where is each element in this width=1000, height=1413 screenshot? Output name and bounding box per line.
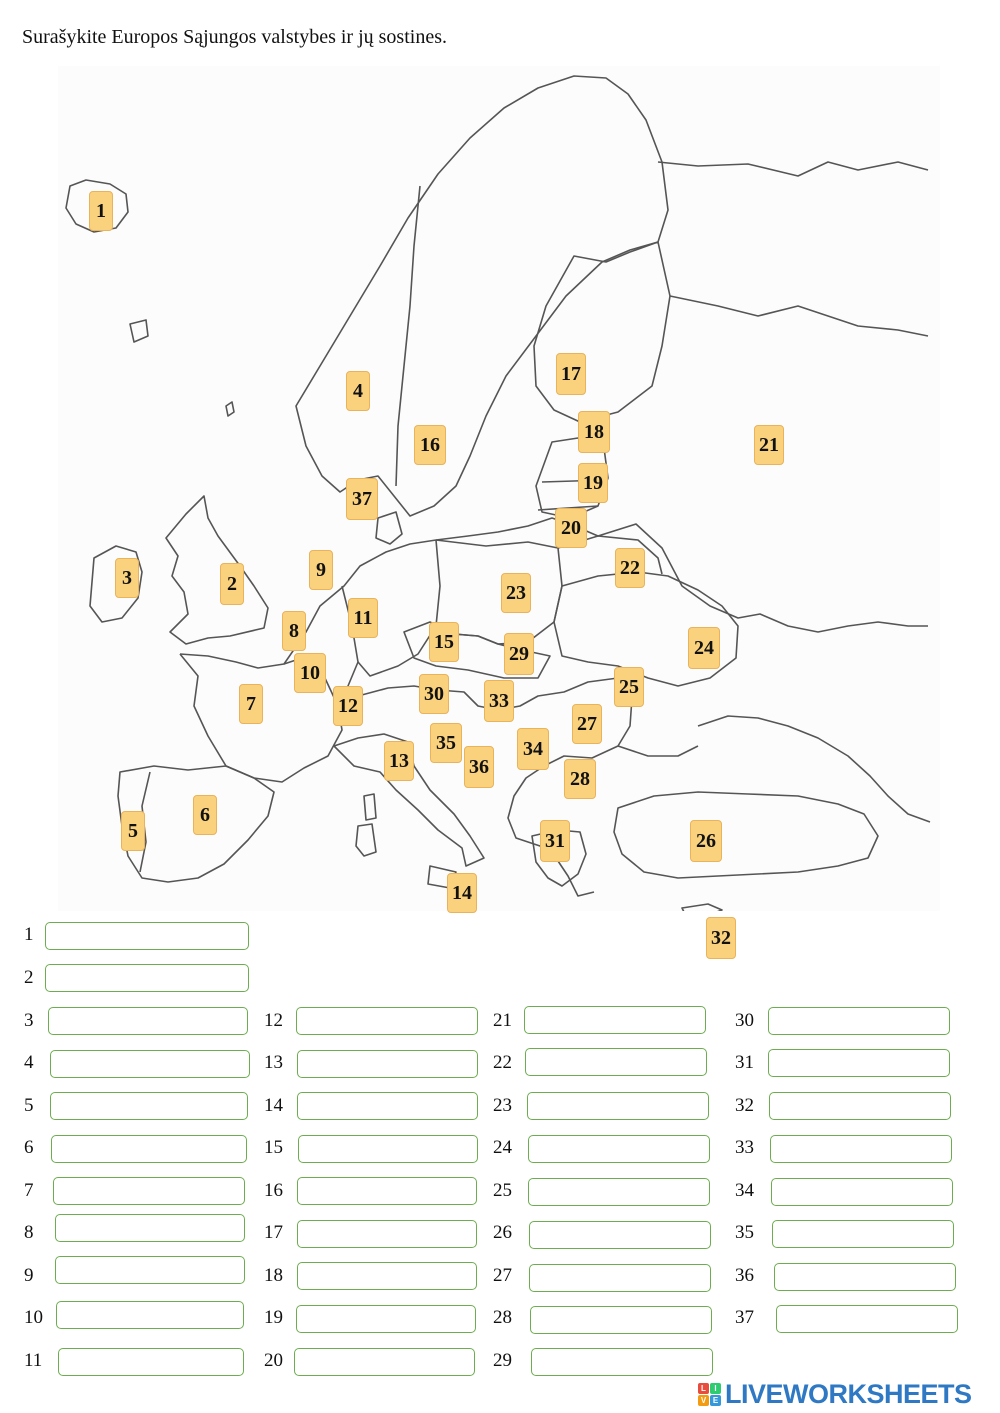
answer-field-28[interactable] — [530, 1306, 712, 1334]
answer-field-26[interactable] — [529, 1221, 711, 1249]
answer-field-21[interactable] — [524, 1006, 706, 1034]
row-number-19: 19 — [264, 1307, 283, 1328]
row-number-20: 20 — [264, 1350, 283, 1371]
row-number-7: 7 — [24, 1180, 34, 1201]
map-marker-27: 27 — [572, 704, 602, 744]
answer-field-25[interactable] — [528, 1178, 710, 1206]
map-marker-21: 21 — [754, 425, 784, 465]
map-marker-19: 19 — [578, 463, 608, 503]
answer-field-22[interactable] — [525, 1048, 707, 1076]
map-marker-28: 28 — [564, 759, 596, 799]
row-number-35: 35 — [735, 1222, 754, 1243]
map-marker-34: 34 — [517, 728, 549, 770]
answer-field-11[interactable] — [58, 1348, 244, 1376]
answer-field-4[interactable] — [50, 1050, 250, 1078]
row-number-24: 24 — [493, 1137, 512, 1158]
map-marker-20: 20 — [555, 508, 587, 548]
map-marker-2: 2 — [220, 563, 244, 605]
map-marker-15: 15 — [429, 622, 459, 662]
map-marker-9: 9 — [309, 550, 333, 590]
answer-field-13[interactable] — [297, 1050, 478, 1078]
map-marker-33: 33 — [484, 680, 514, 722]
row-number-18: 18 — [264, 1265, 283, 1286]
answer-field-3[interactable] — [48, 1007, 248, 1035]
row-number-33: 33 — [735, 1137, 754, 1158]
row-number-32: 32 — [735, 1095, 754, 1116]
map-marker-36: 36 — [464, 746, 494, 788]
map-marker-29: 29 — [504, 633, 534, 675]
row-number-2: 2 — [24, 967, 34, 988]
row-number-3: 3 — [24, 1010, 34, 1031]
map-marker-12: 12 — [333, 686, 363, 726]
map-marker-1: 1 — [89, 191, 113, 231]
row-number-31: 31 — [735, 1052, 754, 1073]
row-number-17: 17 — [264, 1222, 283, 1243]
answer-field-27[interactable] — [529, 1264, 711, 1292]
row-number-27: 27 — [493, 1265, 512, 1286]
answer-field-23[interactable] — [527, 1092, 709, 1120]
answer-field-30[interactable] — [768, 1007, 950, 1035]
row-number-37: 37 — [735, 1307, 754, 1328]
answer-field-14[interactable] — [297, 1092, 478, 1120]
answer-field-2[interactable] — [45, 964, 249, 992]
row-number-25: 25 — [493, 1180, 512, 1201]
map-marker-6: 6 — [193, 795, 217, 835]
row-number-22: 22 — [493, 1052, 512, 1073]
map-marker-13: 13 — [384, 741, 414, 781]
europe-map — [58, 66, 940, 911]
row-number-8: 8 — [24, 1222, 34, 1243]
answer-field-17[interactable] — [297, 1220, 477, 1248]
liveworksheets-logo — [698, 1377, 972, 1411]
answer-field-18[interactable] — [297, 1262, 477, 1290]
instruction-text: Surašykite Europos Sąjungos valstybes ir jų sostines. — [22, 26, 447, 48]
logo-letter-v: V — [698, 1395, 709, 1406]
row-number-11: 11 — [24, 1350, 43, 1371]
row-number-26: 26 — [493, 1222, 512, 1243]
europe-outline-svg — [58, 66, 940, 911]
row-number-34: 34 — [735, 1180, 754, 1201]
row-number-36: 36 — [735, 1265, 754, 1286]
answer-field-6[interactable] — [51, 1135, 247, 1163]
answer-field-1[interactable] — [45, 922, 249, 950]
answer-field-20[interactable] — [294, 1348, 475, 1376]
map-marker-22: 22 — [615, 548, 645, 588]
logo-letter-i: I — [710, 1383, 721, 1394]
map-marker-23: 23 — [501, 573, 531, 613]
answer-field-7[interactable] — [53, 1177, 245, 1205]
answer-field-8[interactable] — [55, 1214, 245, 1242]
answer-field-33[interactable] — [770, 1135, 952, 1163]
liveworksheets-logo-text: LIVEWORKSHEETS — [725, 1378, 972, 1409]
answer-field-36[interactable] — [774, 1263, 956, 1291]
row-number-13: 13 — [264, 1052, 283, 1073]
liveworksheets-logo-icon — [698, 1383, 721, 1406]
answer-field-19[interactable] — [296, 1305, 476, 1333]
map-marker-26: 26 — [690, 820, 722, 862]
map-marker-10: 10 — [294, 653, 326, 693]
row-number-29: 29 — [493, 1350, 512, 1371]
answer-field-5[interactable] — [50, 1092, 248, 1120]
map-marker-16: 16 — [414, 425, 446, 465]
row-number-15: 15 — [264, 1137, 283, 1158]
row-number-4: 4 — [24, 1052, 34, 1073]
row-number-14: 14 — [264, 1095, 283, 1116]
answer-field-37[interactable] — [776, 1305, 958, 1333]
logo-letter-e: E — [710, 1395, 721, 1406]
row-number-21: 21 — [493, 1010, 512, 1031]
answer-field-10[interactable] — [56, 1301, 244, 1329]
map-marker-8: 8 — [282, 611, 306, 651]
answer-field-9[interactable] — [55, 1256, 245, 1284]
map-marker-3: 3 — [115, 558, 139, 598]
answer-field-24[interactable] — [528, 1135, 710, 1163]
row-number-1: 1 — [24, 924, 34, 945]
row-number-28: 28 — [493, 1307, 512, 1328]
map-marker-17: 17 — [556, 353, 586, 395]
map-marker-37: 37 — [346, 478, 378, 520]
map-marker-32: 32 — [706, 917, 736, 959]
map-marker-31: 31 — [540, 820, 570, 862]
answer-field-34[interactable] — [771, 1178, 953, 1206]
answer-field-15[interactable] — [298, 1135, 478, 1163]
row-number-12: 12 — [264, 1010, 283, 1031]
logo-letter-l: L — [698, 1383, 709, 1394]
row-number-16: 16 — [264, 1180, 283, 1201]
map-marker-7: 7 — [239, 684, 263, 724]
map-marker-35: 35 — [430, 723, 462, 763]
answer-field-31[interactable] — [768, 1049, 950, 1077]
map-marker-24: 24 — [688, 627, 720, 669]
answer-field-12[interactable] — [296, 1007, 478, 1035]
map-marker-4: 4 — [346, 371, 370, 411]
answer-field-16[interactable] — [297, 1177, 477, 1205]
answer-field-32[interactable] — [769, 1092, 951, 1120]
answer-field-35[interactable] — [772, 1220, 954, 1248]
map-marker-30: 30 — [419, 674, 449, 714]
row-number-23: 23 — [493, 1095, 512, 1116]
map-marker-5: 5 — [121, 811, 145, 851]
row-number-5: 5 — [24, 1095, 34, 1116]
map-marker-11: 11 — [348, 598, 378, 638]
map-marker-18: 18 — [578, 411, 610, 453]
row-number-6: 6 — [24, 1137, 34, 1158]
row-number-9: 9 — [24, 1265, 34, 1286]
answer-field-29[interactable] — [531, 1348, 713, 1376]
row-number-10: 10 — [24, 1307, 43, 1328]
map-marker-14: 14 — [447, 873, 477, 913]
map-marker-25: 25 — [614, 667, 644, 707]
row-number-30: 30 — [735, 1010, 754, 1031]
